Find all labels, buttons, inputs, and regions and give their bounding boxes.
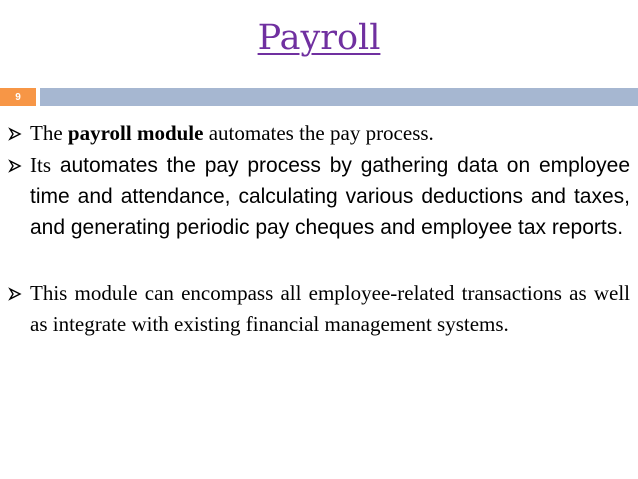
bullet-2-rest: automates the pay process by gathering data on employee time and attendance, calculating various deductions and taxes, and generating periodic pay cheques and employee tax reports. <box>30 154 630 239</box>
header-divider-bar <box>40 88 638 106</box>
bullet-1-prefix: The <box>30 121 68 145</box>
arrow-bullet-icon <box>8 287 22 301</box>
bullet-text-1 <box>30 118 630 149</box>
slide-number: 9 <box>0 88 36 106</box>
bullet-1-suffix: automates the pay process. <box>203 121 434 145</box>
arrow-bullet-icon <box>8 159 22 173</box>
arrow-bullet-icon <box>8 127 22 141</box>
bullet-1-highlight: payroll module <box>67 121 204 145</box>
bullet-2-first-word: Its <box>30 153 51 177</box>
slide-title: Payroll <box>257 18 381 58</box>
bullet-text-3: This module can encompass all employee-related transactions as well as integrate with existing financial management systems. <box>30 281 630 336</box>
bullet-text-2 <box>30 150 630 243</box>
